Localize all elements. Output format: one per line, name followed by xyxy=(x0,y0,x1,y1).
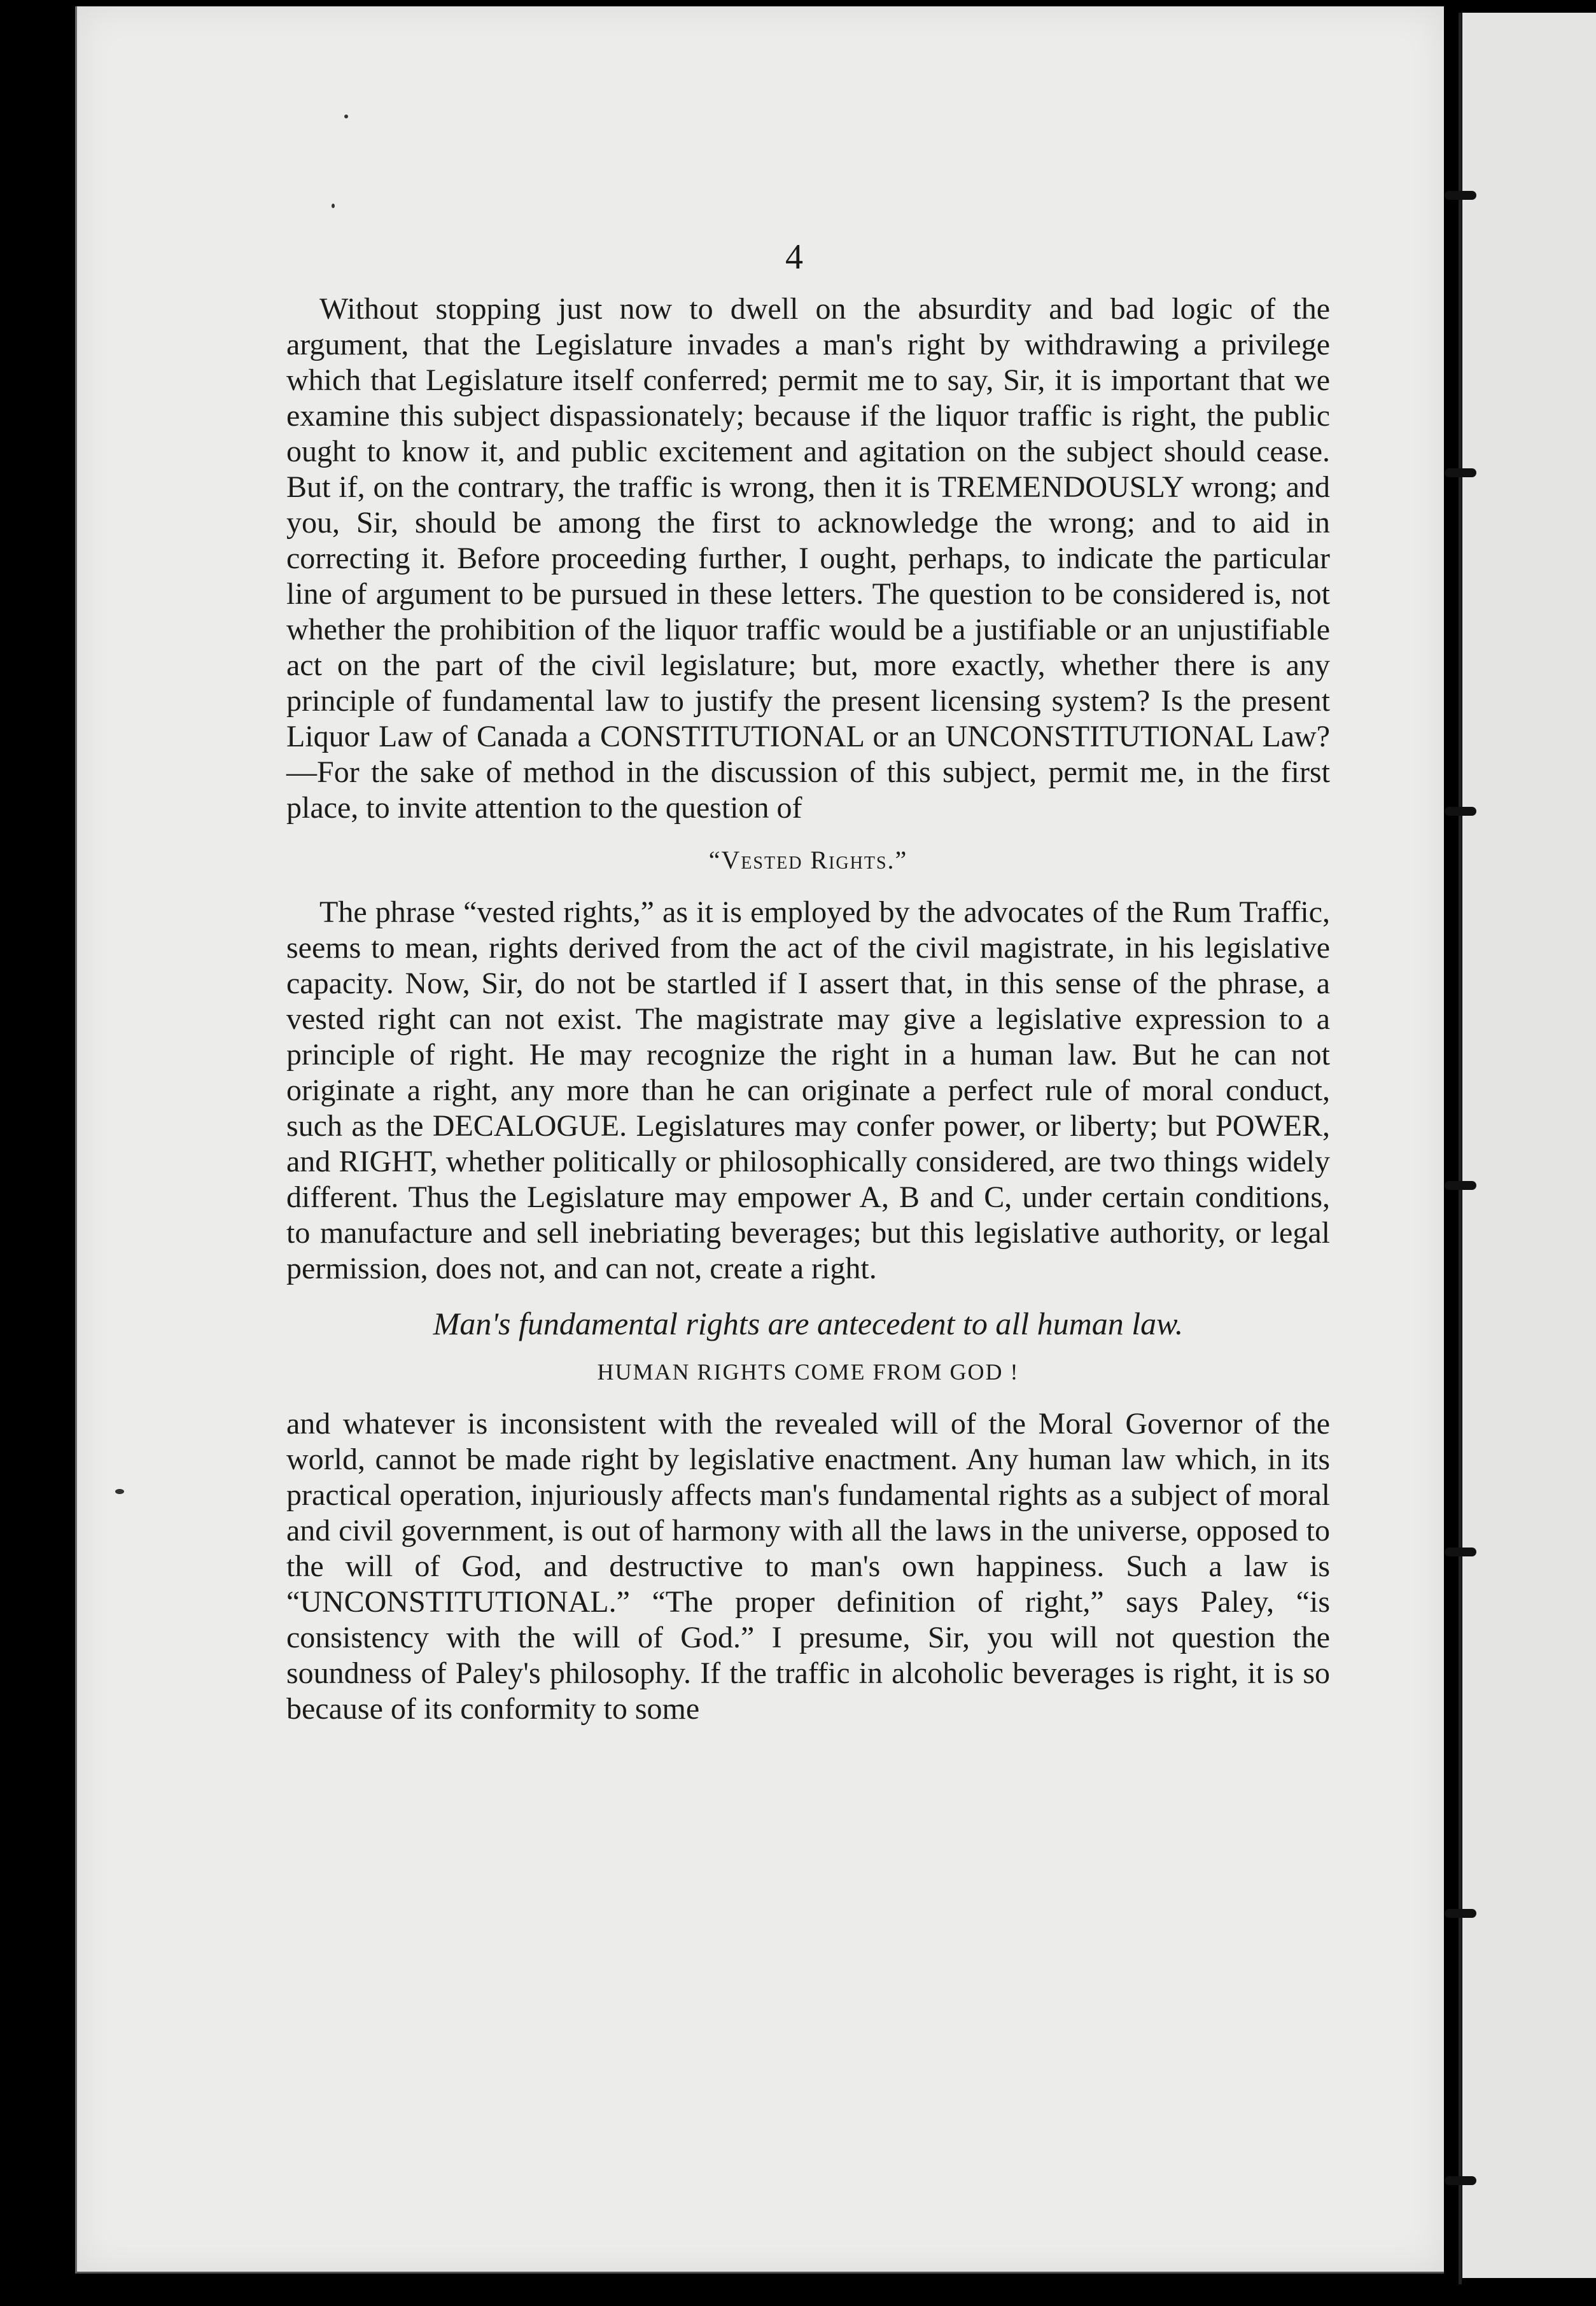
maxim-line: Man's fundamental rights are antecedent to all human law. xyxy=(433,1306,1184,1341)
binding-stitch xyxy=(1445,1181,1476,1190)
paper-speck xyxy=(332,204,335,208)
binding-stitch xyxy=(1445,1909,1476,1918)
binding-stitch xyxy=(1445,2176,1476,2185)
paper-speck xyxy=(115,1489,124,1494)
paragraph-intro: Without stopping just now to dwell on the absurdity and bad logic of the argument, that the Legislature invades a man's right by withdrawing a privilege which that Legislature itself conferred; permit me to say, Sir, it is important that we examine this subject dispassionately; because if the liquor traffic is right, the public ought to know it, and public excitement and agitation on the subject should cease. But if, on the contrary, the traffic is wrong, then it is TREMENDOUSLY wrong; and you, Sir, should be among the first to acknowledge the wrong; and to aid in correcting it. Before proceeding further, I ought, perhaps, to indicate the particular line of argument to be pursued in these letters. The question to be considered is, not whether the prohibition of the liquor traffic would be a justifiable or an unjustifiable act on the part of the civil legislature; but, more exactly, whether there is any principle of fundamental law to justify the present licensing system? Is the present Liquor Law of Canada a CONSTITUTIONAL or an UNCONSTITUTIONAL Law?—For the sake of method in the discussion of this subject, permit me, in the first place, to invite attention to the question of xyxy=(286,292,1330,825)
sub-heading: HUMAN RIGHTS COME FROM GOD ! xyxy=(597,1359,1019,1385)
paragraph-continuation: and whatever is inconsistent with the revealed will of the Moral Governor of the world, cannot be made right by legislative enactment. Any human law which, in its practical operation, injuriously affects man's fundamental rights as a subject of moral and civil government, is out of harmony with all the laws in the universe, opposed to the will of God, and destructive to man's own happiness. Such a law is “UNCONSTITUTIONAL.” “The proper definition of right,” says Paley, “is consistency with the will of God.” I presume, Sir, you will not question the soundness of Paley's philosophy. If the traffic in alcoholic beverages is right, it is so because of its conformity to some xyxy=(286,1407,1330,1726)
binding-thread xyxy=(1459,13,1462,2284)
section-heading: “Vested Rights.” xyxy=(708,846,908,874)
binding-stitch xyxy=(1445,807,1476,816)
page-number: 4 xyxy=(785,237,803,277)
paper-speck xyxy=(344,115,348,118)
adjacent-page-edge xyxy=(1462,13,1596,2278)
paragraph-vested-rights: The phrase “vested rights,” as it is employed by the advocates of the Rum Traffic, seems to mean, rights derived from the act of the civil magistrate, in his legislative capacity. Now, Sir, do not be startled if I assert that, in this sense of the phrase, a vested right can not exist. The magistrate may give a legislative expression to a principle of right. He may recognize the right in a human law. But he can not originate a right, any more than he can originate a perfect rule of moral conduct, such as the DECALOGUE. Legislatures may confer power, or liberty; but POWER, and RIGHT, whether politically or philosophically considered, are two things widely different. Thus the Legislature may empower A, B and C, under certain conditions, to manufacture and sell inebriating beverages; but this legislative authority, or legal permission, does not, and can not, create a right. xyxy=(286,895,1330,1285)
binding-stitch xyxy=(1445,1548,1476,1556)
binding-stitch xyxy=(1445,191,1476,200)
binding-stitch xyxy=(1445,468,1476,477)
body-text xyxy=(286,291,1330,1727)
